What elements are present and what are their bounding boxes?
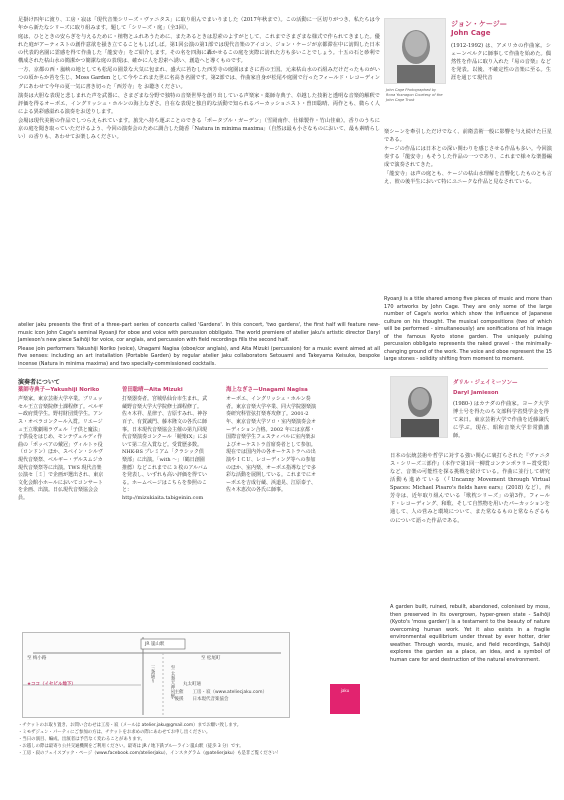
jamieson-bio-paragraph: 日本の伝統芸術や哲学に対する強い関心に裏打ちされた『ヴァニタス・シリーズ三部作』（本作で第1回一柳賞コンテンポラリー賞受賞）など、音楽の可能性を探る挑戦を続けている。作曲に並行して研究活動も進めている（『Uncanny Movement through Virtual Spaces: Michael Pisaro's fields have ears』(2018) など）。西芳寺は、近年取り組んでいる「歌枕シリーズ」の第3作。フィールド・レコーディング、和歌、そして自然物を用いたパーカッションを通して、人の営みと環境について、また常なるものと常ならざるものについて語った作品である。 [390, 453, 550, 524]
performer-bio: オーボエ、イングリッシュ・ホルン奏者。東京音楽大学卒業、同大学院器楽演奏研究科管弦打楽専攻修了。2001-2 年、東京音楽大学ソロ・室内楽演奏会オーディション合格。2002 年には京都・国際音楽学生フェスティバルに室内楽およびオーケストラ首席奏者として参加。現在では国内外の各オーケストラへの出演やＩＣＵ、レコーディング等への参加のほか、室内楽、オーボエ指導などで多彩な活動を展開している。これまでにオーボエを吉成行蔵、浜道晃、江原泰子、佐々木恵次の各氏に師事。 [226, 396, 317, 494]
intro-paragraph: 庭は、ひとときの安らぎを与えるために・植物とふれあうために、またあるときは思索のよすがとして、これまでさまざまな様式で作られてきました。優れた庭がアーティストの創作意欲を掻き立てることもしばしば。第1回公演の第1部では現代音楽のアイコン、ジョン・ケージが京都滞在中に訪問した日本の代表的名園に霊感を得て作曲した「龍安寺」をご紹介します。その名を四海に轟かせるこの庭を実際に訪れた方も多いことでしょう。十五の石と砂利で構成された枯山水の簡潔かつ簡潔な庭の表現は、確かに人を思索へ誘い、創造へと導くものです。 [18, 34, 380, 65]
jamieson-en-paragraph: A garden built, ruined, rebuilt, abandoned, colonised by moss, then preserved in its overgrown, hyper-green state - Saihōji (Kyoto's 'moss garden') is a testament to the beauty of nature overcoming human work. Yet it also exists in a fragile environmental equilibrium under threat by ever hotter, drier weather. Through words, music, and field recordings, Saihōji explores the garden as a place, an idea, and a symbol of human care for and destruction of the natural environment. [390, 604, 550, 663]
cage-bio-paragraph: 楽シーンを牽引しただけでなく、前衛芸術一般に影響を与え続けた巨星である。 [384, 129, 552, 144]
cage-name-en: John Cage [451, 29, 491, 37]
map-direction-label: 至 梅小路 [27, 656, 47, 661]
cage-bio-short [451, 42, 551, 83]
jamieson-name-en: Daryl Jamieson [453, 390, 499, 397]
daryl-jamieson-photo [390, 376, 448, 438]
note-item: ・お越しの際は最寄り公共交通機関をご利用ください。最寄は JR / 地下鉄ブルーライン嵐山駅（徒歩 3 分）です。 [18, 744, 244, 750]
photo-caption: John Cage Photographed by Rona Yoxnagon Courtesy of the John Cage Trust [386, 88, 443, 102]
map-station-label: JR 嵐山駅 [145, 642, 165, 647]
jamieson-name-jp: ダリル・ジェイミーソン— [453, 380, 518, 386]
credit-line: ・後援 日本現代音楽協会 [170, 696, 229, 702]
note-item: ・チケットのお取り置き、お問い合わせは工房・寂（メールは atelier.jaku@gmail.com）までお願い致します。 [18, 723, 242, 728]
cage-english [384, 296, 552, 365]
map-venue-marker: ★ココ（イセビル地下） [27, 682, 76, 687]
cage-bio-text: (1912-1992) は、アメリカの作曲家。シェーンベルクに師事して作曲を始めた。偶然性を作品に取り入れた『易の音楽』などを発表。以後、不確定性の音楽に至る。生涯を通じて現代音 [451, 43, 551, 82]
notes-list [18, 722, 380, 757]
cage-en-paragraph: Ryoanji is a title shared among five pieces of music and more than 170 artworks by John Cage. They are only some of the large number of Cage's works which show the influence of Japanese culture on his thought. The musical compositions (two of which will be performed - simultaneously) are sonifications of his image of the famous Kyoto stone garden. The uniquely pulsing percussion obbligato represents the raked gravel - the minimally-changing ground of the work. The voice and oboe represent the 15 large stones - solidity shifting from moment to moment. [384, 296, 552, 362]
cage-bio [384, 128, 552, 187]
jamieson-bio-text: (1980-) はカナダの作曲家。ヨーク大学博士号を得たのち文部科学省奨学金を得て来日。東京芸術大学で作曲を近藤譲氏に学ぶ。現在、昭和音楽大学非常勤講師。 [453, 400, 549, 439]
note-item: ・当日の演目、編成、出演者は予告なく変わることがあります。 [18, 737, 145, 743]
intro-paragraph: 会場は現代美術の作品でしつらえられています。旅先へ持ち運ぶことのできる「ポータブル・ガーデン」（雪岡南作、仕様製作・竹山佳東）。香りのうちに京の庭を聞き取っていただけるよう、今回の演奏会のために調合した随香「Natura in minima maxima」（自然は最も小さなものにおいて、最も素晴らしい）の香りも、あわせてお楽しみください。 [18, 117, 380, 140]
performer-column [226, 386, 316, 495]
intro-en-paragraph: atelier jaku presents the first of a three-part series of concerts called 'Gardens'. In this concert, 'two gardens', the first half will feature new-music icon John Cage's seminal Ryoanji for oboe and voice with percussion obbligato. The world premiere of atelier jaku's artistic director Daryl Jamieson's new piece Saihōji for voice, cor anglais, and percussion with field recordings fills the second half. [18, 322, 380, 343]
map-direction-label: 至 太秦天神川駅 [170, 665, 175, 698]
intro-paragraph: 一方、京都の西・嵐峡の地としても松尾の園景な大気に包まれ、盛大に苔むした西芳寺の庭園はまさに苔の王国。元来枯山水の石組みだけだったものがいつの頃からか苔を生じ、Moss Garden として今やこれまた世に名高き名園です。第2部では、作曲家自身が松尾や庭園で行ったフィールド・レコーディングにあわせて今年の夏一気に書き切った「西芳寺」を お聴きください。 [18, 67, 380, 90]
map-direction-label: 至 松尾町 [201, 656, 221, 661]
jamieson-bio-short [453, 379, 549, 441]
atelier-jaku-logo: jaku [330, 684, 360, 714]
performer-name: 曽田聡晴—Aita Mizuki [122, 387, 183, 393]
credits [170, 690, 320, 704]
credit-line: ・主催 工房・寂（www.ateliecjaku.com） [170, 690, 267, 695]
access-map [22, 632, 290, 718]
performer-name: 薬師寺典子—Yakushiji Noriko [18, 387, 100, 393]
cage-bio-paragraph: 「龍安寺」は声の庭とも、ケージの枯山水理解を音響化したものとも言え、彼の後半生において特にユニークな作品と見なされている。 [384, 171, 552, 186]
note-item: ・工房・寂のフェイスブック・ページ（www.facebook.com/atelierjaku）、インスタグラム（@atelierjaku）も是非ご覧ください！ [18, 751, 281, 757]
performer-column [18, 386, 104, 503]
cage-name-jp: ジョン・ケージ— [451, 20, 507, 28]
jamieson-bio [390, 452, 550, 526]
intro-en-paragraph: Please join performers Yakushiji Noriko (voice), Unagami Nagisa (oboe/cor anglais), and Aita Mizuki (percussion) for a music event aimed at all five senses: including an art installation (Portable Garden) by regular atelier jaku collaborators Setouami and Takeyama Keisuke, bespoke incense (Natura in minima maxima) and two specially-commissioned cocktails. [18, 345, 380, 367]
jamieson-english [390, 604, 550, 665]
section-divider [18, 368, 548, 369]
intro-english [18, 322, 380, 369]
performer-bio: 声楽家。東京芸術大学卒業。ブリュッセル王立音楽院修士課程修了。ベルギー政府奨学生。野村財団奨学生。アンス・オペラコンクール入賞。リエージュ王立歌劇場ラヴェル「子供と魔法」子供役をはじめ、モンテヴェルディ作曲の「ポッペアの戴冠」ヴィルトゥ役（ロンドン）ほか、スペイン・シルヴ現代音楽祭、ベルギー・デルスムジカ現代音楽祭等に出演。TWS 現代音楽公演セ［ミ］で企画が選出され、東京文化会館小ホールにおいてコンサートを企画、出演。日仏現代音楽協会会員。 [18, 396, 104, 501]
map-street-label: 丸太町通 [183, 682, 201, 687]
cage-bio-paragraph: ケージの作品には日本との深い関わりを感じさせる作品も多い。今回演奏する「龍安寺」もそうした作品の一つであり、これまで様々な楽器編成で演奏されてきた。 [384, 146, 552, 169]
performer-bio: 打楽器奏者。宮城県仙台市生まれ。武蔵野音楽大学大学院修士課程修了。佐々木祥、星律子、吉原すみれ、神谷百子、有賀誠門、藤本隆文の各氏に師事。日本現代音楽協会主催の第九回現代音楽演奏コンクール「競楽IX」において第二位入賞など。受賞歴多数。NHK-BS プレミアム「クラシック倶楽部」に出演。「with ～」（鶴日創園推薦）などこれまでに 3 枚のアルバムを発表し、いずれも高い評価を得ている。ホームページはこちらを参照のこと：http://mizukiaita.tabigeinin.com [122, 396, 208, 501]
intro-text [18, 16, 380, 142]
performer-column [122, 386, 208, 503]
intro-paragraph: 演奏は大胆な表現と悲しまれた声を武器に、さまざまな分野で独特の音楽世界を創り出している声楽家・薬師寺典子、卓越した技術と透明な音楽的解釈で評価を得るオーボエ、イングリッシュ・ホルンの海上なぎさ。自在な表現と独自的な活動で知られるパーカッショニスト・曽田聡晴、両作とも、微らく人による異彩感溢れる演奏をお送りします。 [18, 92, 380, 115]
cage-name [451, 19, 551, 37]
performers-heading: 演奏者について [18, 379, 60, 386]
note-item: ・ミモザジュン・パーティにご参加の方は、チケットをお求めの際にあわせてお申し出ください。 [18, 730, 211, 736]
map-street-label: 三条通り [150, 665, 155, 683]
performer-name: 海上なぎさ—Unagami Nagisa [226, 387, 308, 393]
john-cage-photo [384, 18, 446, 84]
intro-paragraph: 足掛け四年に渡り、工房・寂は「現代音楽シリーズ・ヴァニタス」に取り組んでまいりました（2017年秋まで）。この活動に一区切りがつき、私たちは今年から新たなシリーズに取り組みます。題して「シリーズ・庭」（全3回）。 [18, 17, 380, 32]
